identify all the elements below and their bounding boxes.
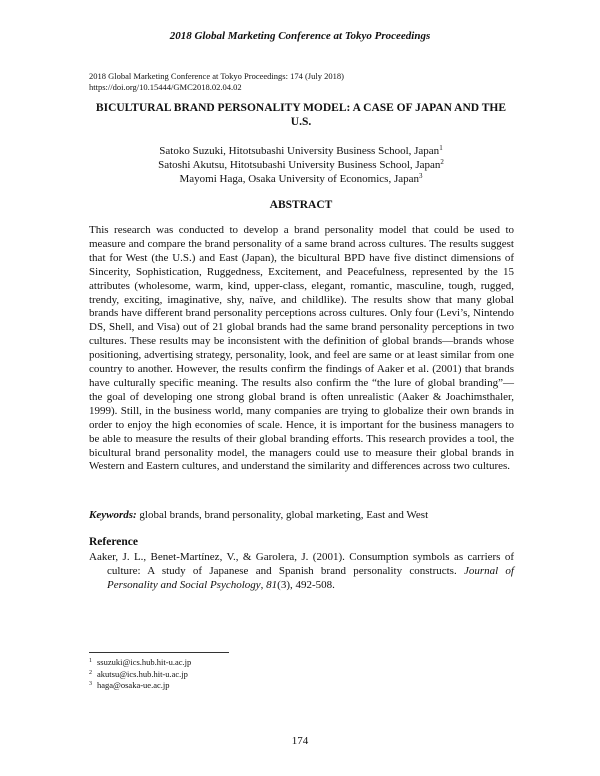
- author-line: [89, 144, 513, 158]
- footnote: $^2$ akutsu@ics.hub.hit-u.ac.jp: [89, 668, 188, 679]
- abstract-body: [89, 224, 514, 474]
- citation-line: 2018 Global Marketing Conference at Tokyo Proceedings: 174 (July 2018): [89, 71, 344, 81]
- keywords: [89, 508, 514, 522]
- author-line: [89, 158, 513, 172]
- doi-link[interactable]: https://doi.org/10.15444/GMC2018.02.04.02: [89, 82, 242, 92]
- running-head: 2018 Global Marketing Conference at Tokyo Proceedings: [169, 30, 431, 42]
- reference-authors: Aaker, J. L., Benet-Martínez, V., & Garolera, J. (2001). Consumption symbols as carriers of culture: A study of Japanese and Spanish brand personality constructs.: [89, 551, 514, 577]
- footnote-email[interactable]: ssuzuki@ics.hub.hit-u.ac.jp: [97, 657, 192, 667]
- author-name: Satoko Suzuki, Hitotsubashi University Business School, Japan: [159, 145, 440, 157]
- footnote-email[interactable]: haga@osaka-ue.ac.jp: [97, 680, 170, 690]
- abstract-paragraph: This research was conducted to develop a brand personality model that could be used to measure and compare the brand personality of a same brand across cultures. The results suggest that for West (the U.S.) and East (Japan), the bicultural BPD have five distinct dimensions of Sincerity, Sophistication, Ruggedness, Excitement, and Peacefulness, represented by the 15 attributes (wholesome, warm, kind, upper-class, elegant, romantic, masculine, tough, rugged, trendy, exciting, imaginative, shy, naïve, and childlike). The results show that many global brands have different brand personality perceptions across cultures. Only four (Levi’s, Nintendo DS, Shell, and Visa) out of 21 global brands had the same brand personality perceptions in two cultures. These results may be inconsistent with the definition of global brands—brands whose positioning, advertising strategy, personality, look, and feel are same or at least similar from one country to another. However, the results confirm the findings of Aaker et al. (2001) that brands have culturally specific meaning. The results also confirm the “the lure of global branding”—the goal of developing one strong global brand is often unrealistic (Aaker & Joachimsthaler, 1999). Still, in the business world, many companies are trying to globalize their own brands in order to enjoy the high economies of scale. Hence, it is important for the business managers to be able to measure the results of their global branding efforts. This research provides a tool, the bicultural brand personality model, the managers could use to measure their global brands in Western and Eastern cultures, and understand the similarity and differences across two cultures.: [89, 224, 514, 473]
- footnote: $^3$ haga@osaka-ue.ac.jp: [89, 680, 170, 690]
- reference-sep: ,: [260, 579, 267, 591]
- page-number: 174: [291, 735, 309, 747]
- keywords-label: Keywords:: [89, 509, 137, 521]
- abstract-heading: ABSTRACT: [269, 199, 333, 211]
- author-name: Satoshi Akutsu, Hitotsubashi University Business School, Japan: [158, 159, 441, 171]
- footnote: $^1$ ssuzuki@ics.hub.hit-u.ac.jp: [89, 657, 192, 667]
- reference-pages: (3), 492-508.: [277, 579, 335, 591]
- keywords-text: global brands, brand personality, global marketing, East and West: [136, 509, 429, 521]
- footnote-email[interactable]: akutsu@ics.hub.hit-u.ac.jp: [97, 668, 188, 679]
- reference-entry: [89, 550, 514, 592]
- reference-journal: Journal of Personality and Social Psychology: [107, 565, 514, 591]
- footnote-mark: 2: [440, 158, 444, 166]
- author-list: [89, 144, 513, 186]
- author-line: [89, 172, 513, 186]
- reference-heading: Reference: [89, 536, 138, 548]
- footnotes: [89, 657, 389, 692]
- citation-block: [89, 71, 529, 93]
- reference-volume: 81: [266, 579, 278, 591]
- author-name: Mayomi Haga, Osaka University of Economics, Japan: [179, 173, 419, 185]
- footnote-mark: 1: [439, 144, 443, 152]
- footnote-divider: [89, 652, 229, 653]
- paper-title: BICULTURAL BRAND PERSONALITY MODEL: A CASE OF JAPAN AND THE U.S.: [95, 102, 507, 128]
- footnote-mark: 3: [419, 172, 423, 180]
